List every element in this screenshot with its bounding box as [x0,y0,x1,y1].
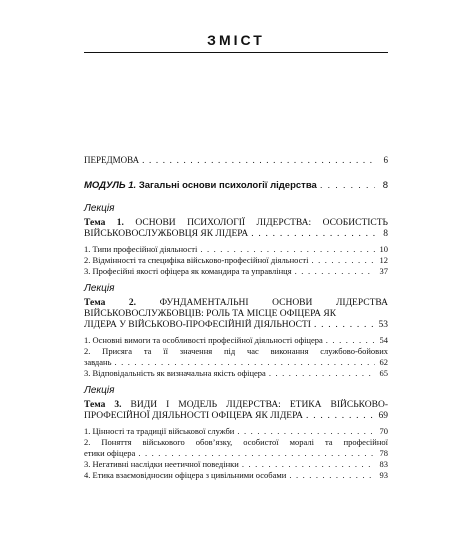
lecture-block [84,385,388,481]
toc-page-number: 53 [378,320,388,330]
toc-entry-line [84,357,388,368]
toc-entry-label: 2. Присяга та її значення під час виконання службово-бойових [84,346,388,356]
toc-entry-label: 2. Поняття військового обов’язку, особистої моралі та професійної [84,437,388,447]
module-heading [84,180,317,191]
toc-page-number: 37 [379,266,388,276]
toc-page-number: 70 [379,426,388,436]
toc-page-number: 6 [383,155,388,165]
toc-entry-label: 3. Відповідальність як визначальна якість офіцера [84,368,266,378]
toc-entry-label: 3. Професійні якості офіцера як командира та управлінця [84,266,292,276]
dot-leader [289,470,375,481]
toc-entry-topic[interactable] [84,218,388,240]
topic-items [84,426,388,481]
toc-entry-preface[interactable] [84,155,388,166]
topic-title-line [84,400,388,411]
topic-title: ПРОФЕСІЙНОЇ ДІЯЛЬНОСТІ ОФІЦЕРА ЯК ЛІДЕРА [84,411,304,421]
module-title: Загальні основи психології лідерства [138,180,317,191]
dot-leader [306,411,375,422]
topic-title-line [84,298,388,320]
lecture-block [84,283,388,379]
toc-entry-topic[interactable] [84,298,388,331]
topic-number: Тема 2. [84,298,137,308]
toc-entry-label: етики офіцера [84,448,136,458]
topic-title-line [84,229,388,240]
toc-entry-item[interactable] [84,255,388,266]
toc-entry-label: 2. Відмінності та специфіка військово-професійної діяльності [84,255,309,265]
toc-page-number: 83 [379,459,388,469]
toc-page-number: 69 [378,411,388,421]
toc-entry-item[interactable] [84,335,388,346]
toc-entry-topic[interactable] [84,400,388,422]
dot-leader [138,448,375,459]
lecture-label: Лекція [84,283,115,294]
dot-leader [295,266,375,277]
topic-number: Тема 1. [84,218,124,228]
dot-leader [320,180,375,191]
topic-title: ВИДИ І МОДЕЛЬ ЛІДЕРСТВА: ЕТИКА ВІЙСЬКОВО- [130,400,388,410]
toc-page-number: 93 [379,470,388,480]
toc-page-number: 65 [379,368,388,378]
toc-page-number: 78 [379,448,388,458]
page-title: ЗМІСТ [207,32,265,48]
toc-page-number: 8 [382,180,388,191]
topic-items [84,335,388,379]
lecture-label: Лекція [84,203,115,214]
topic-title-line [84,218,388,229]
toc-entry-item[interactable] [84,459,388,470]
dot-leader [237,426,375,437]
dot-leader [269,368,375,379]
topic-title: ЛІДЕРА У ВІЙСЬКОВО-ПРОФЕСІЙНІЙ ДІЯЛЬНОСТІ [84,320,311,330]
toc-page-number: 8 [383,229,388,239]
topic-number: Тема 3. [84,400,122,410]
dot-leader [142,155,375,166]
toc-entry-label: 1. Цінності та традиції військової служби [84,426,235,436]
dot-leader [311,255,375,266]
toc-page-number: 54 [379,335,388,345]
toc-entry-label: ПЕРЕДМОВА [84,155,140,165]
toc-entry-label: завдань [84,357,112,367]
toc-page-number: 12 [379,255,388,265]
topic-title: ОСНОВИ ПСИХОЛОГІЇ ЛІДЕРСТВА: ОСОБИСТІСТЬ [135,218,389,228]
topic-title-line [84,411,388,422]
toc-entry-label: 1. Типи професійної діяльності [84,244,198,254]
toc-entry-item[interactable] [84,244,388,255]
toc-entry-label: 1. Основні вимоги та особливості професійної діяльності офіцера [84,335,323,345]
table-of-contents [84,155,388,487]
dot-leader [242,459,375,470]
topic-title: ФУНДАМЕНТАЛЬНІ ОСНОВИ ЛІДЕРСТВА ВІЙСЬКОВОСЛУЖБОВЦІВ: РОЛЬ ТА МІСЦЕ ОФІЦЕРА ЯК [84,298,388,319]
toc-entry-item[interactable] [84,426,388,437]
toc-entry-item[interactable] [84,470,388,481]
dot-leader [114,357,375,368]
dot-leader [314,320,376,331]
toc-entry-label: 4. Етика взаємовідносин офіцера з цивільними особами [84,470,287,480]
module-label: МОДУЛЬ 1. [84,180,137,191]
toc-entry-item[interactable] [84,266,388,277]
topic-title: ВІЙСЬКОВОСЛУЖБОВЦЯ ЯК ЛІДЕРА [84,229,249,239]
toc-entry-item[interactable] [84,368,388,379]
dot-leader [251,229,380,240]
toc-entry-module[interactable] [84,180,388,191]
toc-entry-line [84,448,388,459]
toc-entry-label: 3. Негативні наслідки неетичної поведінки [84,459,239,469]
lecture-block [84,203,388,277]
toc-entry-item[interactable] [84,346,388,368]
topic-title-line [84,320,388,331]
title-rule [84,52,388,53]
toc-page-number: 62 [379,357,388,367]
toc-page-number: 10 [379,244,388,254]
dot-leader [326,335,375,346]
toc-entry-item[interactable] [84,437,388,459]
topic-items [84,244,388,277]
lecture-label: Лекція [84,385,115,396]
dot-leader [200,244,375,255]
